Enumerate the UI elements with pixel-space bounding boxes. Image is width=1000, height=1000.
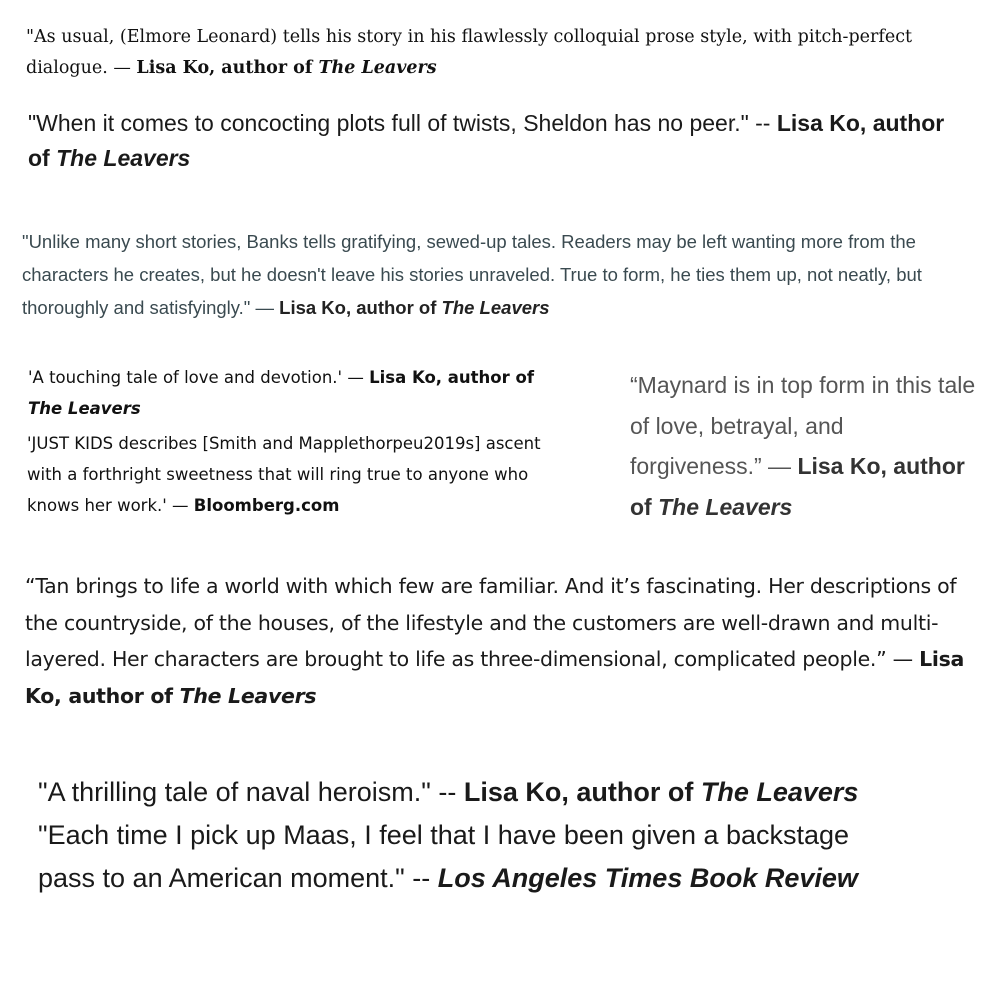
attribution: Lisa Ko, author of [369, 368, 535, 387]
blurb-elmore-leonard [26, 22, 976, 84]
quote-text: "As usual, (Elmore Leonard) tells his story in his flawlessly colloquial prose style, with pitch-perfect dialogue. — [26, 27, 913, 78]
attribution: Lisa Ko, author of [136, 58, 319, 78]
quote-text: "A thrilling tale of naval heroism." -- [38, 777, 464, 807]
book-title: The Leavers [179, 683, 317, 708]
book-title: The Leavers [56, 145, 191, 171]
blurb-maynard [630, 365, 980, 527]
publication-title: Los Angeles Times Book Review [437, 863, 858, 893]
attribution: Lisa Ko, author of [25, 647, 965, 708]
attribution: Lisa Ko, author of [28, 110, 945, 171]
quote-text: "Unlike many short stories, Banks tells gratifying, sewed-up tales. Readers may be left wanting more from the characters he creates, but he doesn't leave his stories unraveled. True to form, he ties them up, not neatly, but thoroughly and satisfyingly." — [22, 231, 922, 318]
book-title: The Leavers [318, 58, 437, 78]
book-title: The Leavers [658, 493, 793, 520]
blurb-naval-heroism-and-maas [38, 771, 888, 900]
attribution: Bloomberg.com [193, 496, 340, 515]
blurb-sheldon [28, 106, 968, 176]
blurb-banks [22, 225, 982, 324]
book-title: The Leavers [441, 297, 550, 318]
attribution: Lisa Ko, author of [279, 297, 442, 318]
blurb-just-kids [27, 428, 617, 524]
quote-text: 'A touching tale of love and devotion.' — [28, 368, 370, 387]
book-title: The Leavers [700, 777, 859, 807]
quote-text-maas: "Each time I pick up Maas, I feel that I have been given a backstage pass to an American moment." -- [38, 820, 850, 893]
blurb-touching-tale [28, 362, 618, 424]
quote-line-1: 'JUST KIDS describes [Smith and Mapplethorpeu2019s] ascent [27, 434, 541, 453]
quote-text: “Maynard is in top form in this tale of love, betrayal, and forgiveness.” — [630, 372, 976, 479]
quote-line-3: knows her work.' — [27, 496, 194, 515]
blurb-tan [25, 568, 985, 714]
book-title: The Leavers [28, 399, 141, 418]
attribution: Lisa Ko, author of [630, 453, 965, 520]
attribution: Lisa Ko, author of [463, 777, 701, 807]
quote-text: “Tan brings to life a world with which few are familiar. And it’s fascinating. Her descriptions of the countryside, of the houses, of the lifestyle and the customers are well-drawn and multi-layered. Her characters are brought to life as three-dimensional, complicated people.” — [25, 574, 957, 671]
quote-line-2: with a forthright sweetness that will ring true to anyone who [27, 465, 529, 484]
quote-text: "When it comes to concocting plots full of twists, Sheldon has no peer." -- [28, 110, 777, 136]
